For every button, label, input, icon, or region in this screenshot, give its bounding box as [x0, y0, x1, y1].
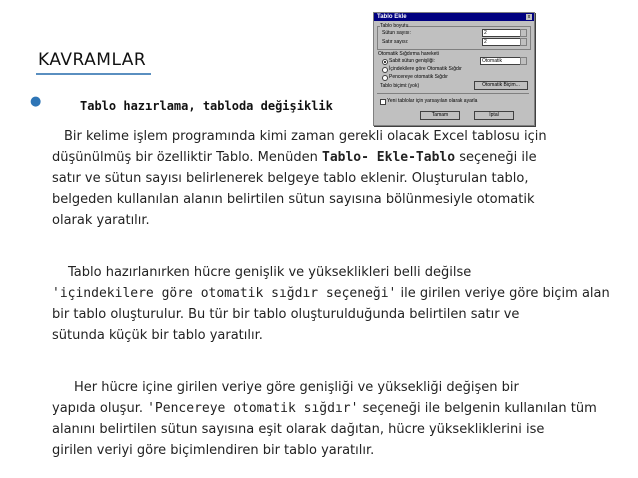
remember-checkbox[interactable] [380, 99, 386, 105]
radio-content[interactable] [382, 67, 388, 73]
dialog-title-bar: Tablo Ekle [374, 13, 534, 21]
p3-line-2a: yapıda oluşur. [52, 401, 148, 416]
p2-line-4: sütunda küçük bir tablo yaratılır. [52, 328, 263, 343]
bullet-icon: ● [30, 94, 42, 109]
rows-input[interactable]: 2 [482, 38, 521, 46]
style-value: (yok) [408, 83, 420, 89]
rows-label: Satır sayısı: [382, 39, 409, 45]
p2-line-1: Tablo hazırlanırken hücre genişlik ve yükseklikleri belli değilse [68, 265, 472, 280]
p1-line-2a: düşünülmüş bir özelliktir Tablo. Menüden [52, 150, 322, 165]
cancel-button[interactable]: İptal [474, 111, 514, 120]
p3-line-1: Her hücre içine girilen veriye göre genişliği ve yüksekliği değişen bir [74, 380, 519, 395]
remember-label: Yeni tablolar için yarsayılan olarak ayarla [387, 98, 478, 104]
columns-label: Sütun sayısı: [382, 30, 411, 36]
paragraph-1 [52, 126, 612, 231]
radio-content-label: İçindekilere göre Otomatik Sığdır [389, 66, 462, 72]
columns-input[interactable]: 2 [482, 29, 521, 37]
paragraph-3 [52, 377, 612, 461]
title-underline [36, 73, 151, 75]
fixed-width-input[interactable]: Otomatik [480, 57, 521, 65]
paragraph-2 [52, 262, 612, 346]
p2-line-2 [52, 283, 612, 304]
p3-quote: 'Pencereye otomatik sığdır' [147, 401, 359, 416]
p3-line-2 [52, 398, 612, 419]
p1-line-3: satır ve sütun sayısı belirlenerek belgeye tablo eklenir. Oluşturulan tablo, [52, 171, 529, 186]
menu-path: Tablo- Ekle-Tablo [322, 150, 456, 165]
group-fit-label: Otomatik Sığdırma hareketi [378, 51, 439, 57]
ok-button[interactable]: Tamam [420, 111, 460, 120]
fixed-width-spinner[interactable] [520, 57, 527, 65]
p1-line-5: olarak yaratılır. [52, 213, 150, 228]
rows-spinner[interactable] [520, 38, 527, 46]
p2-line-2b: ile girilen veriye göre biçim alan [396, 286, 610, 301]
p2-quote: 'içindekilere göre otomatik sığdır seçeneği' [52, 286, 397, 301]
p1-line-2 [52, 147, 612, 168]
style-label: Tablo biçimi: [380, 83, 408, 89]
close-icon[interactable]: x [527, 14, 531, 20]
slide-title: KAVRAMLAR [38, 50, 147, 70]
dialog-separator [377, 93, 529, 94]
p3-line-4: girilen veriyi göre biçimlendiren bir tablo yaratılır. [52, 443, 375, 458]
radio-fixed[interactable] [382, 59, 388, 65]
p3-line-3: alanını belirtilen sütun sayısına eşit olarak dağıtan, hücre yüksekliklerini ise [52, 422, 545, 437]
subheading: Tablo hazırlama, tabloda değişiklik [80, 99, 333, 113]
columns-spinner[interactable] [520, 29, 527, 37]
radio-fixed-label: Sabit sütun genişliği: [389, 58, 435, 64]
p3-line-2c: seçeneği ile belgenin kullanılan tüm [358, 401, 597, 416]
p2-line-3: bir tablo oluşturulur. Bu tür bir tablo oluşturulduğunda belirtilen satır ve [52, 307, 520, 322]
p1-line-4: belgeden kullanılan alanın belirtilen sütun sayısına bölünmesiyle otomatik [52, 192, 535, 207]
group-size-label: Tablo boyutu [380, 23, 409, 29]
insert-table-dialog [373, 12, 535, 126]
radio-window[interactable] [382, 75, 388, 81]
autoformat-button[interactable]: Otomatik Biçim... [474, 81, 528, 90]
p1-line-1: Bir kelime işlem programında kimi zaman gerekli olacak Excel tablosu için [64, 129, 547, 144]
radio-window-label: Pencereye otomatik Sığdır [389, 74, 448, 80]
p1-line-2c: seçeneği ile [455, 150, 537, 165]
